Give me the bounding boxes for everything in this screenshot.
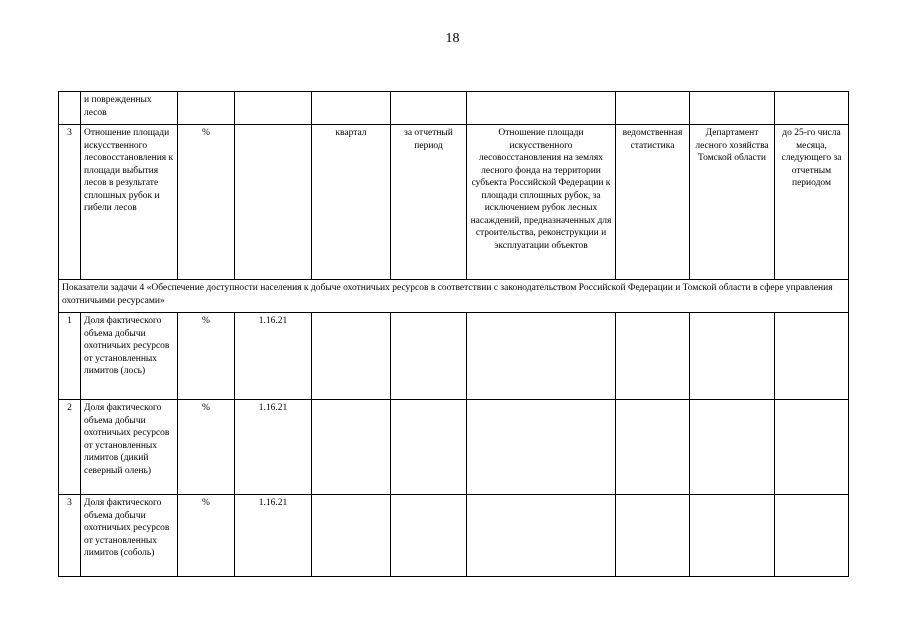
periodicity-cell: квартал — [312, 125, 391, 280]
code-cell: 1.16.21 — [235, 400, 312, 495]
deadline-cell — [775, 313, 849, 400]
responsible-cell — [690, 495, 775, 577]
deadline-cell: до 25-го числа месяца, следующего за отчетным периодом — [775, 125, 849, 280]
section-title: Показатели задачи 4 «Обеспечение доступности населения к добыче охотничьих ресурсов в соответствии с законодательством Российской Федерации и Томской области в сфере управления охотничьими ресурсами» — [59, 280, 849, 313]
periodicity-cell — [312, 495, 391, 577]
responsible-cell — [690, 313, 775, 400]
page-number: 18 — [445, 31, 460, 46]
responsible-cell: Департамент лесного хозяйства Томской области — [690, 125, 775, 280]
table-row — [59, 125, 849, 280]
time-characteristic-cell — [391, 400, 467, 495]
time-characteristic-cell — [391, 313, 467, 400]
table-row — [59, 400, 849, 495]
time-characteristic-cell — [391, 92, 467, 125]
data-source-cell — [616, 92, 690, 125]
deadline-cell — [775, 92, 849, 125]
periodicity-cell — [312, 313, 391, 400]
row-number-cell: 3 — [59, 125, 81, 280]
calculation-method-cell — [467, 313, 616, 400]
table-row — [59, 495, 849, 577]
calculation-method-cell — [467, 495, 616, 577]
deadline-cell — [775, 400, 849, 495]
row-number-cell — [59, 92, 81, 125]
calculation-method-cell — [467, 92, 616, 125]
deadline-cell — [775, 495, 849, 577]
indicator-name-cell: Отношение площади искусственного лесовосстановления к площади выбытия лесов в результате сплошных рубок и гибели лесов — [81, 125, 178, 280]
time-characteristic-cell: за отчетный период — [391, 125, 467, 280]
calculation-method-cell — [467, 400, 616, 495]
indicator-name-cell: Доля фактического объема добычи охотничьих ресурсов от установленных лимитов (соболь) — [81, 495, 178, 577]
code-cell — [235, 125, 312, 280]
data-source-cell: ведомственная статистика — [616, 125, 690, 280]
data-source-cell — [616, 313, 690, 400]
time-characteristic-cell — [391, 495, 467, 577]
table-row — [59, 313, 849, 400]
unit-cell: % — [178, 400, 235, 495]
row-number-cell: 3 — [59, 495, 81, 577]
row-number-cell: 1 — [59, 313, 81, 400]
code-cell — [235, 92, 312, 125]
responsible-cell — [690, 400, 775, 495]
indicators-table — [58, 91, 849, 577]
table-row — [59, 92, 849, 125]
data-source-cell — [616, 400, 690, 495]
indicator-name-cell: Доля фактического объема добычи охотничьих ресурсов от установленных лимитов (дикий северный олень) — [81, 400, 178, 495]
unit-cell: % — [178, 313, 235, 400]
unit-cell: % — [178, 125, 235, 280]
row-number-cell: 2 — [59, 400, 81, 495]
periodicity-cell — [312, 92, 391, 125]
code-cell: 1.16.21 — [235, 495, 312, 577]
indicator-name-cell: Доля фактического объема добычи охотничьих ресурсов от установленных лимитов (лось) — [81, 313, 178, 400]
unit-cell: % — [178, 495, 235, 577]
code-cell: 1.16.21 — [235, 313, 312, 400]
unit-cell — [178, 92, 235, 125]
section-header-row — [59, 280, 849, 313]
responsible-cell — [690, 92, 775, 125]
indicator-name-cell: и поврежденных лесов — [81, 92, 178, 125]
periodicity-cell — [312, 400, 391, 495]
calculation-method-cell: Отношение площади искусственного лесовосстановления на землях лесного фонда на территории субъекта Российской Федерации к площади сплошных рубок, за исключением рубок лесных насаждений, предназначенных для строительства, реконструкции и эксплуатации объектов — [467, 125, 616, 280]
data-source-cell — [616, 495, 690, 577]
